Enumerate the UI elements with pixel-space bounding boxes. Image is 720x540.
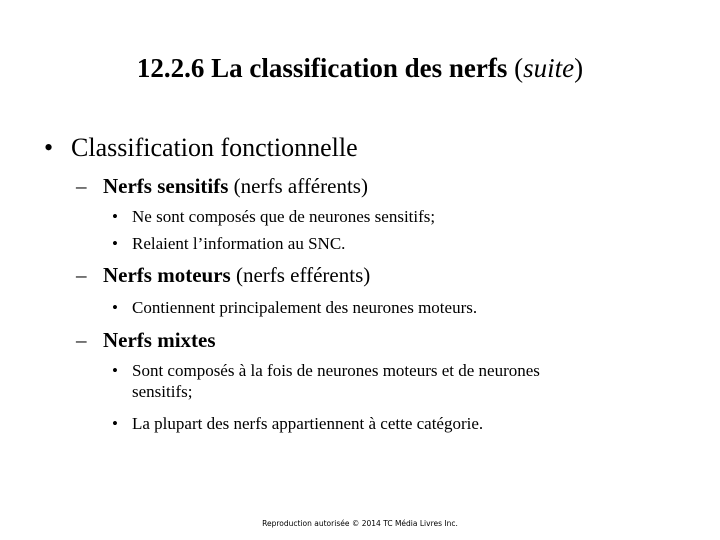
section-name: Nerfs moteurs <box>103 263 231 287</box>
point-moteurs-1 <box>112 297 477 318</box>
point-mixtes-2 <box>112 413 483 434</box>
heading-classification <box>44 132 358 164</box>
section-name: Nerfs mixtes <box>103 328 216 352</box>
point-text: Sont composés à la fois de neurones moteurs et de neurones <box>132 361 540 380</box>
bullet-marker: • <box>112 298 118 317</box>
point-text: Contiennent principalement des neurones moteurs. <box>132 298 478 317</box>
section-nerfs-moteurs <box>76 261 370 289</box>
bullet-marker: • <box>112 361 118 380</box>
bullet-marker: • <box>112 207 118 226</box>
point-text: La plupart des nerfs appartiennent à cette catégorie. <box>132 414 484 433</box>
title-close-paren: ) <box>574 53 584 83</box>
point-mixtes-1 <box>112 360 540 381</box>
dash-marker: – <box>76 263 87 287</box>
point-sensitifs-2 <box>112 233 345 254</box>
heading-text: Classification fonctionnelle <box>71 133 358 162</box>
section-detail: (nerfs efférents) <box>230 263 371 287</box>
point-sensitifs-1 <box>112 206 435 227</box>
title-open-paren: ( <box>507 53 524 83</box>
section-detail: (nerfs afférents) <box>228 174 368 198</box>
slide-title <box>0 50 720 86</box>
section-nerfs-sensitifs <box>76 172 368 200</box>
point-text: sensitifs; <box>132 382 193 401</box>
section-name: Nerfs sensitifs <box>103 174 229 198</box>
bullet-marker: • <box>44 133 54 162</box>
point-mixtes-1-continuation <box>132 381 192 402</box>
bullet-marker: • <box>112 414 118 433</box>
section-nerfs-mixtes <box>76 326 216 354</box>
point-text: Ne sont composés que de neurones sensitifs; <box>132 207 436 226</box>
dash-marker: – <box>76 174 87 198</box>
bullet-marker: • <box>112 234 118 253</box>
title-suite: suite <box>523 53 575 83</box>
dash-marker: – <box>76 328 87 352</box>
title-main: 12.2.6 La classification des nerfs <box>136 53 508 83</box>
copyright-footer: Reproduction autorisée © 2014 TC Média Livres Inc. <box>262 519 458 528</box>
point-text: Relaient l’information au SNC. <box>132 234 346 253</box>
